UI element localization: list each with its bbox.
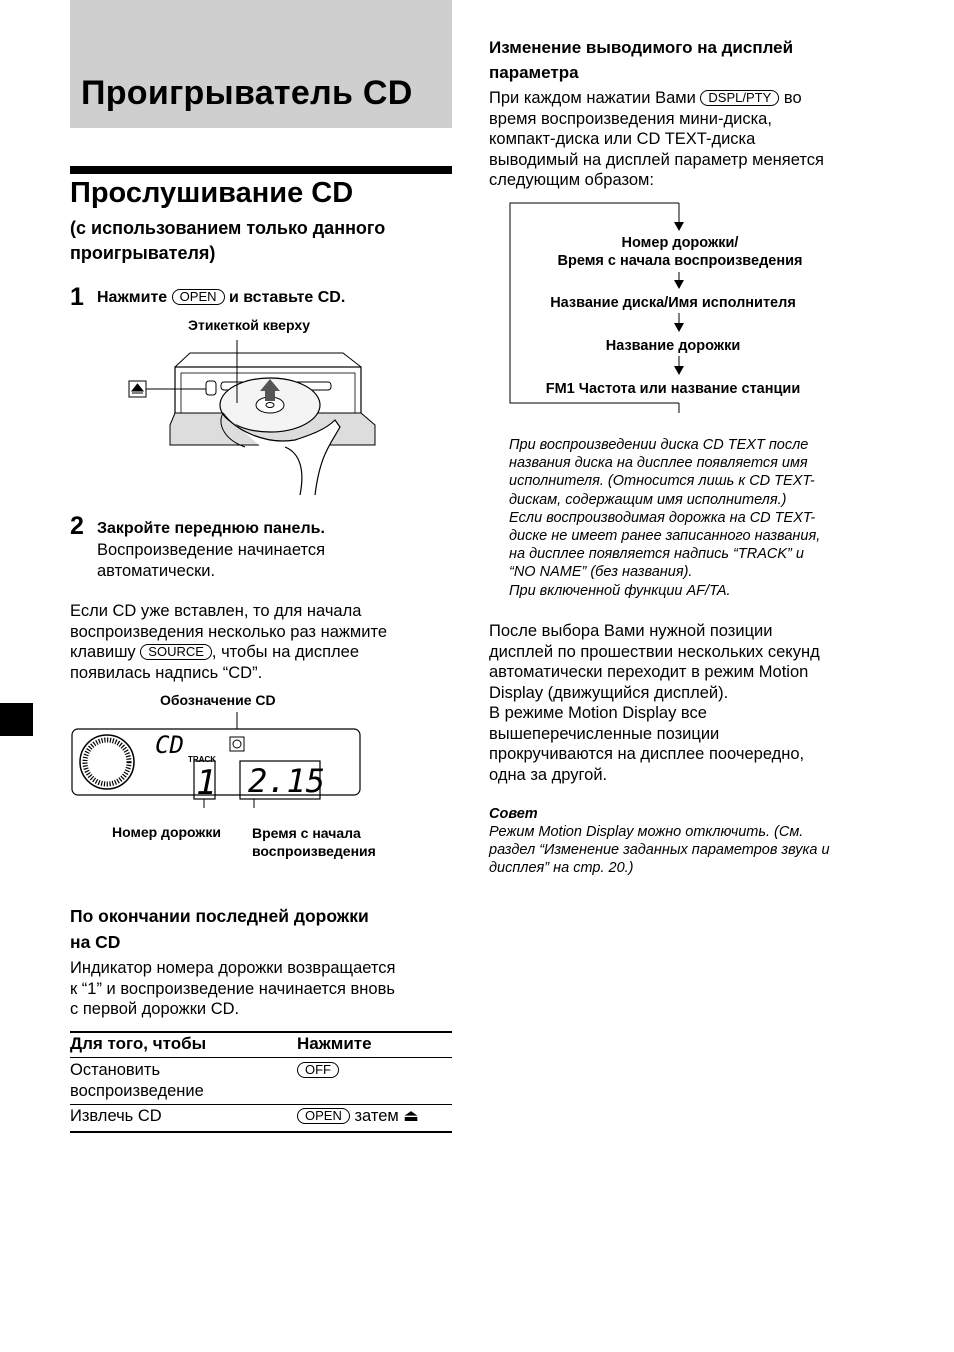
paragraph-line [489,88,879,109]
paragraph-line: прокручиваются на дисплее поочередно, [489,745,805,763]
table-header-col1: Для того, чтобы [70,1034,207,1053]
paragraph-line [70,642,455,663]
page-edge-tab [0,703,33,736]
tip-line: Режим Motion Display можно отключить. (См. [489,824,804,840]
paragraph-line: В режиме Motion Display все [489,704,707,722]
tip-line: раздел “Изменение заданных параметров звука и [489,842,830,859]
open-key: OPEN [297,1108,350,1124]
step-number: 2 [70,512,84,540]
paragraph-line: Display (движущийся дисплей). [489,683,729,702]
time-display: 2.15 [248,762,326,800]
caption-line: воспроизведения [252,843,376,859]
paragraph-text: , чтобы на дисплее [211,643,359,661]
table-top-rule [70,1031,452,1033]
end-section-body [70,958,396,1020]
step-2 [70,512,84,541]
flow-item-track-time [510,234,850,270]
track-number-display: 1 [196,763,217,803]
note-line: При воспроизведении диска CD TEXT после [509,437,809,453]
track-number-caption: Номер дорожки [112,824,221,840]
table-row [70,1060,204,1101]
section-rule [70,166,452,174]
step-2-body [97,540,325,581]
paragraph-line: автоматически переходит в режим Motion [489,663,809,681]
step-1 [70,283,84,312]
display-change-title [489,35,793,85]
heading-line: По окончании последней дорожки [70,906,369,926]
paragraph-line: воспроизведения несколько раз нажмите [70,622,388,641]
flow-notes [509,436,869,600]
paragraph-line: выводимый на дисплей параметр меняется [489,150,824,169]
section-subtitle: (с использованием только данного проигрывателя) [70,218,386,263]
paragraph-text: При каждом нажатии Вами [489,89,696,107]
paragraph-line: дисплей по прошествии нескольких секунд [489,642,820,661]
paragraph-line: вышеперечисленные позиции [489,724,720,743]
heading-line: Изменение выводимого на дисплей [489,38,794,57]
table-row [70,1106,162,1127]
display-illustration [70,708,365,808]
display-mode-text: CD [155,731,184,759]
table-cell: Остановить [70,1061,161,1079]
open-key: OPEN [172,289,225,305]
cd-already-paragraph [70,601,455,683]
display-change-paragraph [489,88,879,191]
label-up-caption: Этикеткой кверху [188,317,311,333]
paragraph-line: одна за другой. [489,765,608,784]
flow-line: Время с начала воспроизведения [557,253,803,269]
elapsed-time-caption [252,824,376,860]
source-key: SOURCE [140,644,212,660]
end-section-title [70,903,369,955]
tip-title: Совет [489,806,538,822]
table-cell: Извлечь CD [70,1107,162,1125]
note-line: исполнителя. (Относится лишь к CD TEXT- [509,473,815,490]
paragraph-line: следующим образом: [489,171,654,189]
step-1-text [97,289,345,307]
tip-line: дисплея” на стр. 20.) [489,860,634,877]
table-header-rule [70,1057,452,1058]
heading-line: параметра [489,63,579,82]
table-header-col2: Нажмите [297,1034,372,1053]
cd-indicator-caption: Обозначение CD [160,692,276,708]
step-2-line: автоматически. [97,561,216,580]
caption-line: Время с начала [252,825,361,841]
paragraph-line: к “1” и воспроизведение начинается вновь [70,979,395,998]
dspl-pty-key: DSPL/PTY [700,90,779,106]
table-cell-key [297,1062,339,1080]
cd-insert-illustration [125,335,385,505]
note-line: названия диска на дисплее появляется имя [509,455,808,472]
step-number: 1 [70,283,84,311]
flow-line: Номер дорожки/ [621,235,739,251]
track-label: TRACK [188,755,216,764]
section-title: Прослушивание CD [70,177,354,209]
note-line: диске не имеет ранее записанного названия, [509,528,821,545]
table-bottom-rule [70,1131,452,1133]
paragraph-line: После выбора Вами нужной позиции [489,622,773,640]
step-2-title: Закройте переднюю панель. [97,520,325,537]
heading-line: на CD [70,932,121,952]
paragraph-line: время воспроизведения мини-диска, [489,109,772,128]
motion-display-paragraph [489,621,879,785]
tip-body [489,823,889,878]
table-row-rule [70,1104,452,1105]
flow-item-track-name: Название дорожки [605,338,741,354]
flow-item-fm1: FM1 Частота или название станции [545,381,801,397]
eject-text: затем ⏏ [354,1107,419,1125]
flow-item-disc-artist: Название диска/Имя исполнителя [550,295,796,311]
table-cell-key [297,1106,419,1127]
note-line: дискам, содержащим имя исполнителя.) [509,491,787,508]
paragraph-text: во [783,89,802,107]
paragraph-line: с первой дорожки CD. [70,1000,240,1018]
off-key: OFF [297,1062,339,1078]
step-1-pre: Нажмите [97,289,168,306]
note-line: на дисплее появляется надпись “TRACK” и [509,546,804,563]
paragraph-line: Индикатор номера дорожки возвращается [70,959,396,977]
paragraph-line: Если CD уже вставлен, то для начала [70,602,362,620]
paragraph-line: компакт-диска или CD TEXT-диска [489,130,756,148]
step-1-post: и вставьте CD. [228,289,346,306]
chapter-title: Проигрыватель CD [81,74,413,112]
paragraph-line: появилась надпись “CD”. [70,663,263,682]
note-line: При включенной функции AF/TA. [509,582,731,599]
paragraph-text: клавишу [70,643,136,661]
table-cell: воспроизведение [70,1081,204,1100]
note-line: Если воспроизводимая дорожка на CD TEXT- [509,509,816,526]
step-2-line: Воспроизведение начинается [97,541,326,559]
note-line: “NO NAME” (без названия). [509,564,693,581]
